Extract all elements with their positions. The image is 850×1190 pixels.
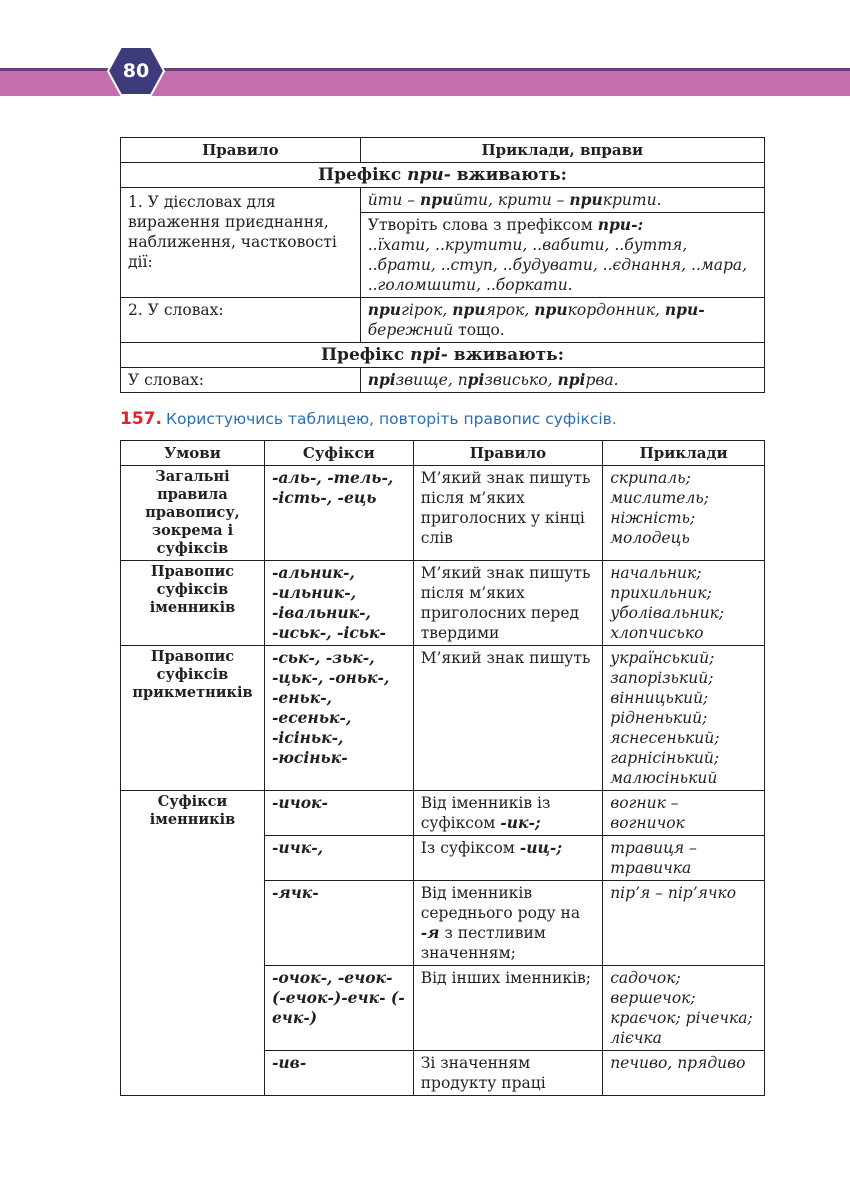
example-words: пригірок, приярок, прикордонник, при- бережний тощо.	[360, 298, 764, 343]
condition-cell: Загальні правила правопису, зокрема і суфіксів	[121, 466, 265, 561]
table-row	[121, 791, 765, 836]
table-row	[121, 561, 765, 646]
table-row	[121, 188, 765, 213]
rule-cell: Від інших іменників;	[413, 966, 603, 1051]
example-cell: пір’я – пір’ячко	[603, 881, 765, 966]
table-row	[121, 466, 765, 561]
rule-words: 2. У словах:	[121, 298, 361, 343]
exercise-verbs: Утворіть слова з префіксом при-: ..їхати, ..крутити, ..вабити, ..буття, ..брати, ..ступ, ..будувати, ..єднання, ..мара, ..голомшити, ..боркати.	[360, 213, 764, 298]
header-suffixes: Суфікси	[264, 441, 413, 466]
rule-cell: Від іменників середнього роду на -я з пестливим значенням;	[413, 881, 603, 966]
example-cell: печиво, прядиво	[603, 1051, 765, 1096]
header-rule: Правило	[121, 138, 361, 163]
suffix-cell: -очок-, -ечок- (-ечок-)-ечк- (-ечк-)	[264, 966, 413, 1051]
example-cell: український; запорізький; вінницький; рідненький; яснесенький; гарнісінький; малюсінький	[603, 646, 765, 791]
header-rule: Правило	[413, 441, 603, 466]
header-examples: Приклади, вправи	[360, 138, 764, 163]
exercise-text: Користуючись таблицею, повторіть правопис суфіксів.	[165, 410, 617, 428]
suffix-cell: -ичок-	[264, 791, 413, 836]
condition-cell: Правопис суфіксів іменників	[121, 561, 265, 646]
suffix-cell: -альник-, -ильник-, -івальник-, -иськ-, -іськ-	[264, 561, 413, 646]
table-header-row	[121, 138, 765, 163]
example-verbs: йти – прийти, крити – прикрити.	[360, 188, 764, 213]
table-row	[121, 368, 765, 393]
condition-cell: Правопис суфіксів прикметників	[121, 646, 265, 791]
rule-cell: Зі значенням продукту праці	[413, 1051, 603, 1096]
example-cell: скрипаль; мислитель; ніжність; молодець	[603, 466, 765, 561]
example-cell: начальник; прихильник; уболівальник; хлопчисько	[603, 561, 765, 646]
example-words-pri: прізвище, прізвисько, прірва.	[360, 368, 764, 393]
exercise-number: 157.	[120, 409, 162, 429]
prefix-rules-table	[120, 137, 765, 393]
example-cell: вогник – вогничок	[603, 791, 765, 836]
section-pri-title: Префікс прі- вживають:	[121, 343, 765, 368]
example-cell: травиця – травичка	[603, 836, 765, 881]
page-number: 80	[122, 60, 150, 82]
suffix-cell: -ичк-,	[264, 836, 413, 881]
exercise-instruction	[120, 409, 617, 429]
suffix-cell: -аль-, -тель-, -ість-, -ець	[264, 466, 413, 561]
table-header-row	[121, 441, 765, 466]
suffix-cell: -ськ-, -зьк-, -цьк-, -оньк-, -еньк-, -есеньк-, -ісіньк-, -юсіньк-	[264, 646, 413, 791]
condition-cell: Суфікси іменників	[121, 791, 265, 1096]
table-row	[121, 298, 765, 343]
table-row	[121, 646, 765, 791]
header-examples: Приклади	[603, 441, 765, 466]
rule-cell: Від іменників із суфіксом -ик-;	[413, 791, 603, 836]
header-conditions: Умови	[121, 441, 265, 466]
suffix-cell: -ив-	[264, 1051, 413, 1096]
rule-verbs: 1. У дієсловах для вираження приєднання, наближення, частковості дії:	[121, 188, 361, 298]
suffix-cell: -ячк-	[264, 881, 413, 966]
rule-words-pri: У словах:	[121, 368, 361, 393]
rule-cell: Із суфіксом -иц-;	[413, 836, 603, 881]
section-pry	[121, 163, 765, 188]
example-cell: садочок; вершечок; краєчок; річечка; лієчка	[603, 966, 765, 1051]
rule-cell: М’який знак пишуть	[413, 646, 603, 791]
section-pri	[121, 343, 765, 368]
rule-cell: М’який знак пишуть після м’яких приголосних перед твердими	[413, 561, 603, 646]
suffix-rules-table	[120, 440, 765, 1096]
section-pry-title: Префікс при- вживають:	[121, 163, 765, 188]
rule-cell: М’який знак пишуть після м’яких приголосних у кінці слів	[413, 466, 603, 561]
